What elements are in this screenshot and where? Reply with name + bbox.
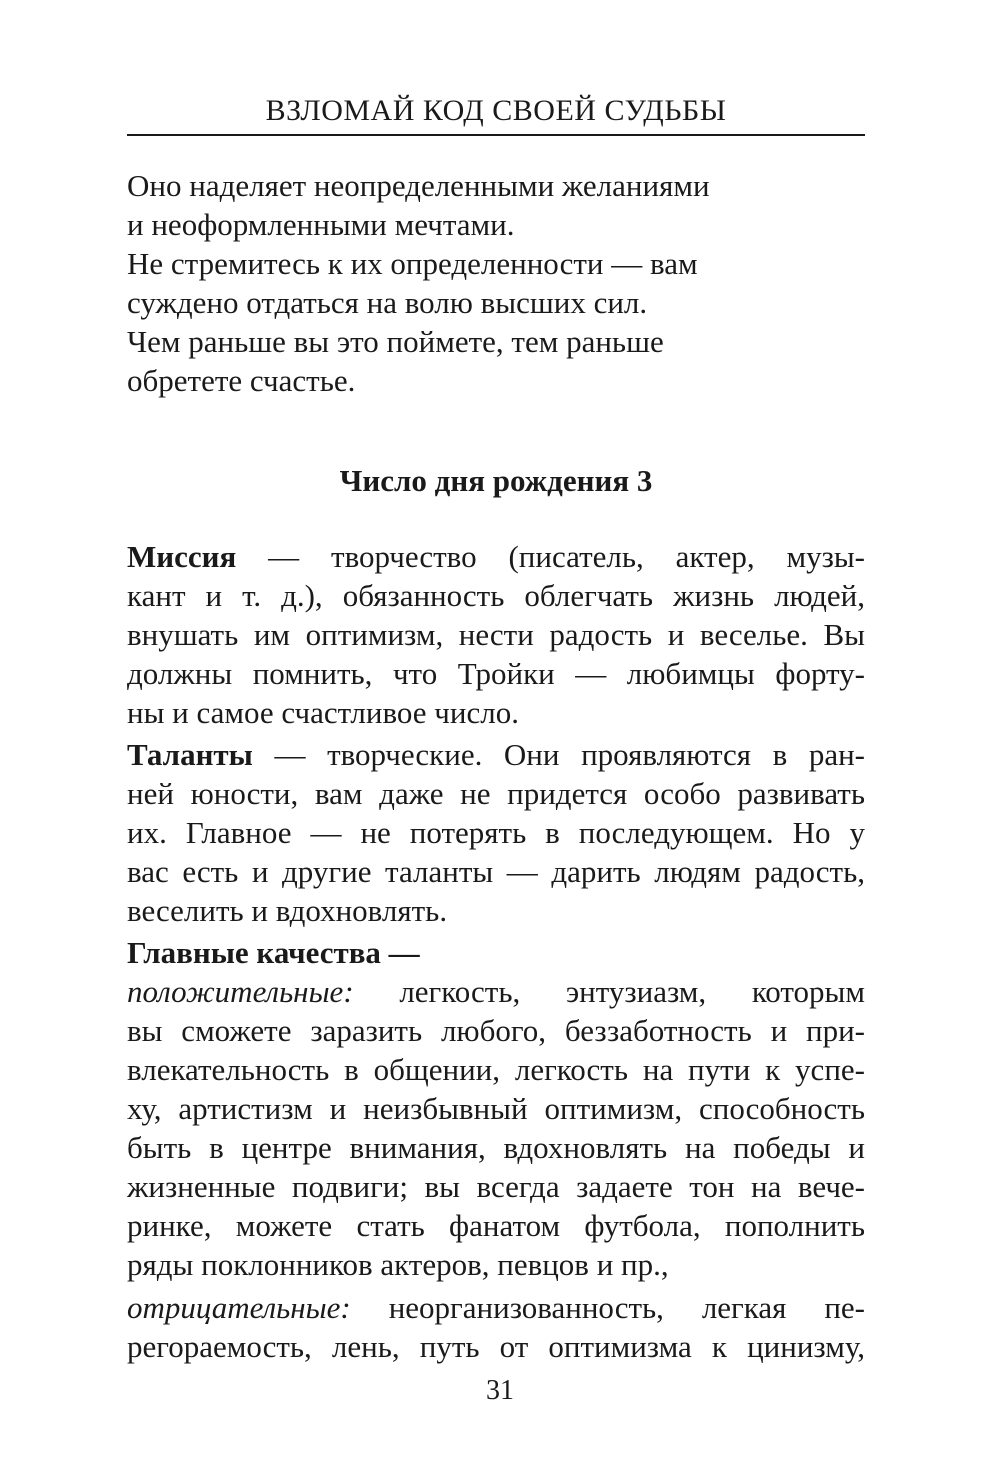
mission-term: Миссия <box>127 539 237 574</box>
paragraph-line: быть в центре внимания, вдохновлять на победы и <box>127 1130 865 1165</box>
mission-text: — творчество (писатель, актер, музы- <box>268 539 865 574</box>
negative-label: отрицательные: <box>127 1290 351 1325</box>
page-number: 31 <box>486 1375 514 1406</box>
paragraph-line: вы сможете заразить любого, беззаботность и при- <box>127 1013 865 1048</box>
paragraph-line: ху, артистизм и неизбывный оптимизм, способность <box>127 1091 865 1126</box>
page-body <box>127 166 865 1369</box>
poem-line: суждено отдаться на волю высших сил. <box>127 285 648 320</box>
poem-line: Оно наделяет неопределенными желаниями <box>127 168 710 203</box>
negative-paragraph <box>127 1288 865 1366</box>
mission-paragraph <box>127 537 865 732</box>
paragraph-line: кант и т. д.), обязанность облегчать жизнь людей, <box>127 578 865 613</box>
poem-line: Не стремитесь к их определенности — вам <box>127 246 698 281</box>
section-title: Число дня рождения 3 <box>339 463 653 498</box>
qualities-heading: Главные качества — <box>127 935 420 970</box>
paragraph-line: жизненные подвиги; вы всегда задаете тон на вече- <box>127 1169 865 1204</box>
talents-paragraph <box>127 735 865 930</box>
paragraph-line: веселить и вдохновлять. <box>127 893 448 928</box>
poem-line: Чем раньше вы это поймете, тем раньше <box>127 324 664 359</box>
paragraph-line <box>127 537 865 576</box>
paragraph-line: влекательность в общении, легкость на пути к успе- <box>127 1052 865 1087</box>
paragraph-line: вас есть и другие таланты — дарить людям радость, <box>127 854 865 889</box>
paragraph-line <box>127 972 865 1011</box>
paragraph-line <box>127 1288 865 1327</box>
poem-block <box>127 166 865 400</box>
paragraph-line: должны помнить, что Тройки — любимцы форту- <box>127 656 865 691</box>
paragraph-line <box>127 735 865 774</box>
talents-term: Таланты <box>127 737 253 772</box>
poem-line: и неоформленными мечтами. <box>127 207 515 242</box>
paragraph-line: ринке, можете стать фанатом футбола, пополнить <box>127 1208 865 1243</box>
paragraph-line: регораемость, лень, путь от оптимизма к цинизму, <box>127 1329 865 1364</box>
paragraph-line: ряды поклонников актеров, певцов и пр., <box>127 1247 669 1282</box>
positive-label: положительные: <box>127 974 354 1009</box>
header-rule <box>127 134 865 136</box>
poem-line: обретете счастье. <box>127 363 356 398</box>
running-head: ВЗЛОМАЙ КОД СВОЕЙ СУДЬБЫ <box>265 94 727 127</box>
positive-text: легкость, энтузиазм, которым <box>399 974 865 1009</box>
paragraph-line: ней юности, вам даже не придется особо развивать <box>127 776 865 811</box>
paragraph-line: ны и самое счастливое число. <box>127 695 519 730</box>
negative-text: неорганизованность, легкая пе- <box>388 1290 865 1325</box>
paragraph-line: их. Главное — не потерять в последующем. Но у <box>127 815 865 850</box>
talents-text: — творческие. Они проявляются в ран- <box>274 737 866 772</box>
qualities-paragraph <box>127 933 865 1284</box>
paragraph-line: внушать им оптимизм, нести радость и веселье. Вы <box>127 617 865 652</box>
